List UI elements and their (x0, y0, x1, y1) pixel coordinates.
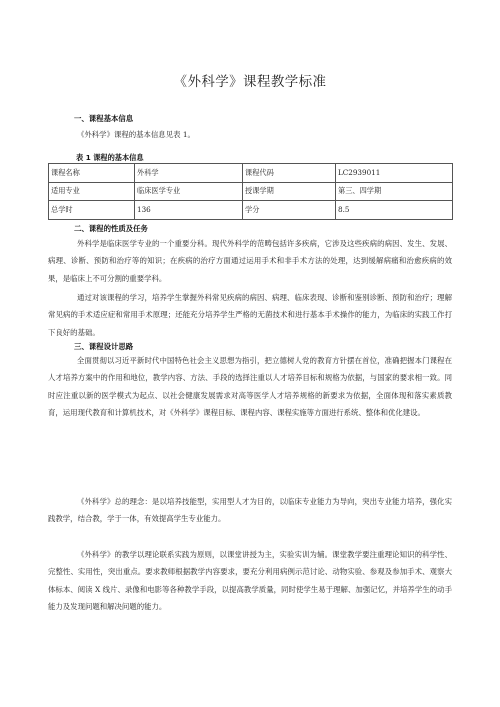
table-caption: 表 1 课程的基本信息 (76, 153, 144, 162)
table-cell: 适用专业 (49, 182, 135, 201)
section-heading-basic-info: 一、课程基本信息 (74, 114, 134, 123)
table-cell: 临床医学专业 (135, 182, 243, 201)
paragraph: 《外科学》的教学以理论联系实践为原则，以课堂讲授为主，实验实训为辅。课堂教学要注重理论知识的科学性、完整性、实用性，突出重点。要求教师根据教学内容要求，要充分利用病例示范讨论、动物实验、参观及参加手术、观察大体标本、阅读 X 线片、录像和电影等各种教学手段，以提高教学质量，同时使学生易于理解、加强记忆，并培养学生的动手能力及发现问题和解决问题的能力。 (48, 550, 452, 612)
table-cell: 第三、四学期 (336, 182, 453, 201)
section-heading-design-ideas: 三、课程设计思路 (74, 342, 134, 351)
table-cell: 8.5 (336, 201, 453, 220)
document-title: 《外科学》课程教学标准 (173, 74, 327, 90)
paragraph: 通过对该课程的学习，培养学生掌握外科常见疾病的病因、病理、临床表现、诊断和鉴别诊断、预防和治疗；理解常见病的手术适应症和常用手术原理；还能充分培养学生严格的无菌技术和进行基本手术操作的能力，为临床的实践工作打下良好的基础。 (48, 293, 452, 337)
section-heading-nature-tasks: 二、课程的性质及任务 (74, 224, 148, 233)
paragraph: 外科学是临床医学专业的一个重要分科。现代外科学的范畴包括许多疾病，它涉及这些疾病的病因、发生、发展、病理、诊断、预防和治疗等的知识；在疾病的治疗方面通过运用手术和非手术方法的处理，达到缓解病痛和治愈疾病的效果，是临床上不可分割的重要学科。 (48, 239, 452, 283)
table-cell: 总学时 (49, 201, 135, 220)
table-row (49, 201, 453, 220)
table-row (49, 182, 453, 201)
table-cell: 课程名称 (49, 164, 135, 183)
course-info-table (48, 163, 453, 220)
table-row (49, 164, 453, 183)
paragraph: 《外科学》总的理念：是以培养技能型，实用型人才为目的，以临床专业能力为导向，突出专业能力培养，强化实践教学，结合教，学于一体，有效提高学生专业能力。 (48, 497, 452, 524)
table-cell: LC2939011 (336, 164, 453, 183)
table-cell: 课程代码 (243, 164, 336, 183)
table-cell: 授课学期 (243, 182, 336, 201)
table-cell: 136 (135, 201, 243, 220)
paragraph: 全面贯彻以习近平新时代中国特色社会主义思想为指引，把立德树人党的教育方针摆在首位，准确把握本门课程在人才培养方案中的作用和地位，教学内容、方法、手段的选择注重以人才培养目标和规格为依据，与国家的要求相一致。同时应注重以新的医学模式为起点、以社会健康发展需求对高等医学人才培养规格的新要求为依据，全面体现和落实素质教育，运用现代教育和计算机技术，对《外科学》课程目标、课程内容、课程实施等方面进行系统、整体和优化建设。 (48, 356, 452, 418)
table-cell: 外科学 (135, 164, 243, 183)
table-cell: 学分 (243, 201, 336, 220)
section-intro-text: 《外科学》课程的基本信息见表 1。 (77, 130, 195, 139)
